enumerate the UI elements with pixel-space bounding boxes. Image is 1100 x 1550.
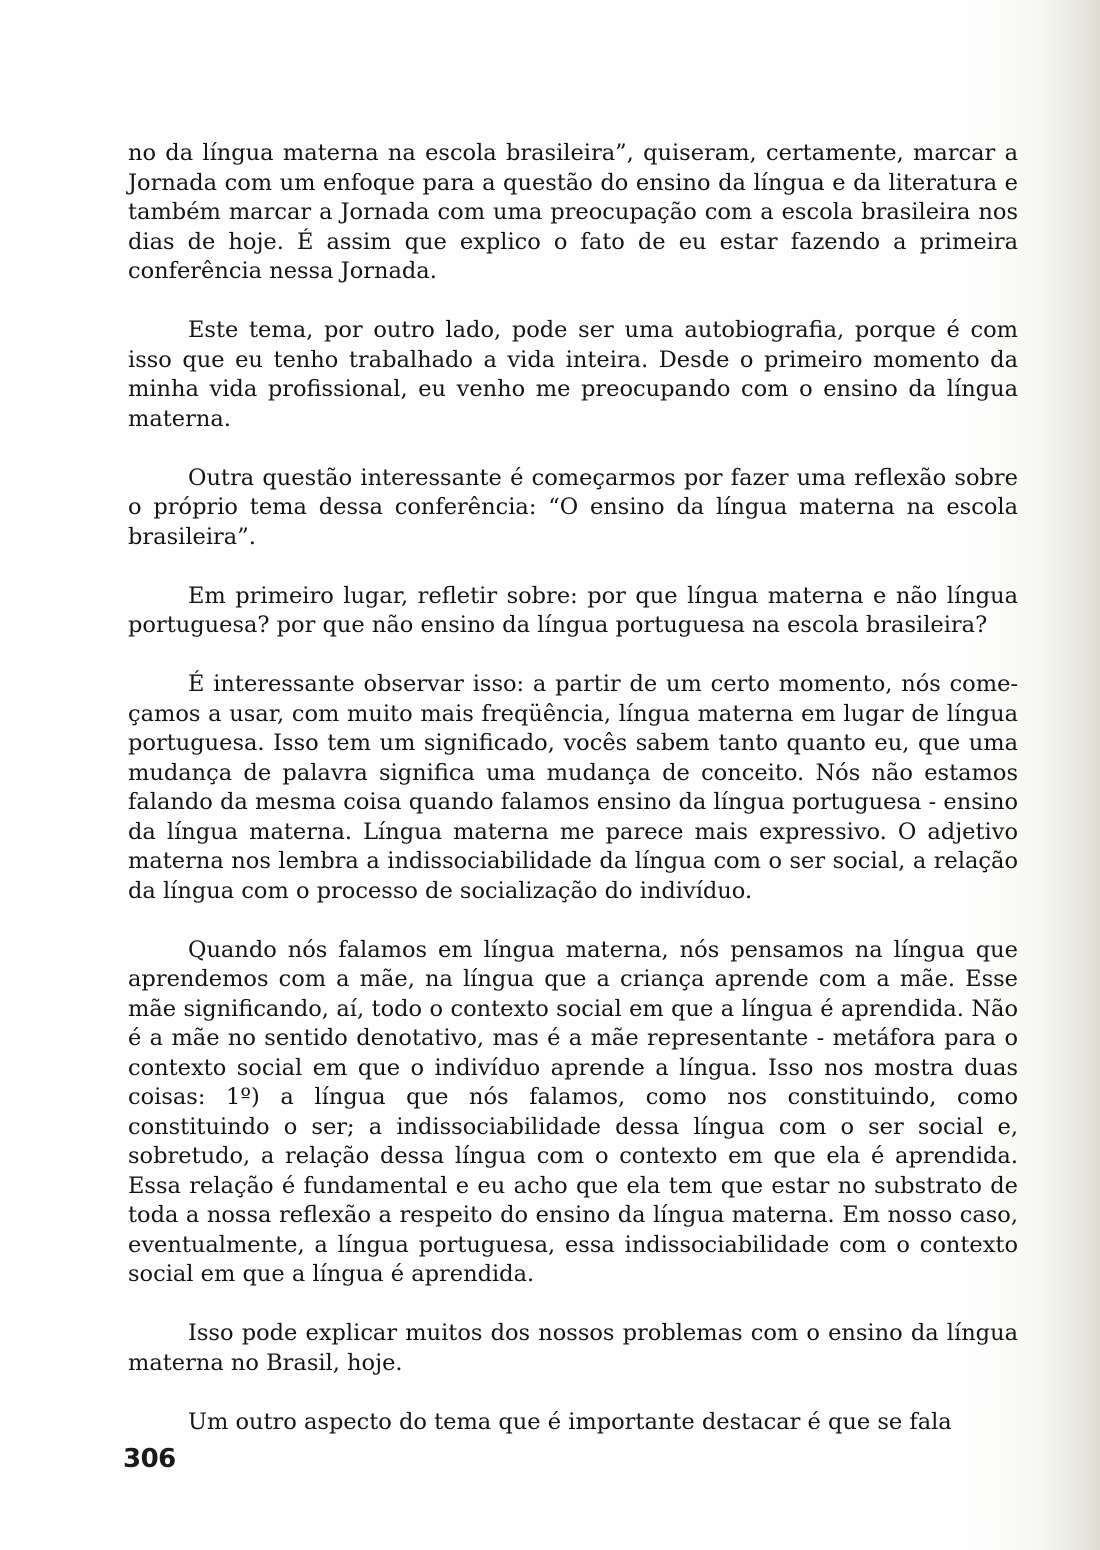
page-number: 306 bbox=[123, 1444, 176, 1474]
paragraph-7: Isso pode explicar muitos dos nossos problemas com o ensino da língua materna no Brasil, hoje. bbox=[128, 1320, 1018, 1376]
paragraph-1: no da língua materna na escola brasileira”, quiseram, certamente, marcar a Jornada com um enfoque para a questão do ensino da língua e da literatura e também marcar a Jornada com uma preocupação com a escola brasileira nos dias de hoje. É assim que explico o fato de eu estar fazendo a primeira conferência nessa Jornada. bbox=[128, 140, 1018, 284]
paragraph-2: Este tema, por outro lado, pode ser uma autobiografia, porque é com isso que eu tenho trabalhado a vida inteira. Desde o primeiro momento da minha vida profissional, eu venho me preocupando com o ensino da língua materna. bbox=[128, 317, 1018, 432]
page-edge-shadow bbox=[1040, 0, 1100, 1550]
paragraph-6: Quando nós falamos em língua materna, nós pensamos na língua que aprendemos com a mãe, na língua que a criança aprende com a mãe. Esse mãe significando, aí, todo o contexto social em que a língua é aprendida. Não é a mãe no sentido denotativo, mas é a mãe representante - metáfora para o contexto social em que o indivíduo aprende a língua. Isso nos mostra duas coisas: 1º) a língua que nós falamos, como nos constituindo, como constituindo o ser; a indissociabilidade dessa língua com o ser social e, sobretudo, a relação dessa língua com o contexto em que ela é aprendida. Essa relação é fundamental e eu acho que ela tem que estar no substrato de toda a nossa reflexão a respeito do ensino da língua materna. Em nosso caso, eventualmente, a língua portuguesa, essa indissociabilidade com o contexto social em que a língua é aprendida. bbox=[128, 936, 1018, 1287]
body-text bbox=[128, 139, 1018, 1467]
paragraph-3: Outra questão interessante é começarmos por fazer uma reflexão sobre o próprio tema dessa conferência: “O ensino da língua materna na escola brasileira”. bbox=[128, 464, 1018, 550]
paragraph-5: É interessante observar isso: a partir de um certo momento, nós começamos a usar, com muito mais freqüência, língua materna em lugar de língua portuguesa. Isso tem um significado, vocês sabem tanto quanto eu, que uma mudança de palavra significa uma mudança de conceito. Nós não estamos falando da mesma coisa quando falamos ensino da língua portuguesa - ensino da língua materna. Língua materna me parece mais expressivo. O adjetivo materna nos lembra a indissociabilidade da língua com o ser social, a relação da língua com o processo de socialização do indivíduo. bbox=[128, 671, 1018, 904]
paragraph-4: Em primeiro lugar, refletir sobre: por que língua materna e não língua portuguesa? por que não ensino da língua portuguesa na escola brasileira? bbox=[128, 582, 1018, 638]
paragraph-8: Um outro aspecto do tema que é importante destacar é que se fala bbox=[188, 1408, 952, 1435]
